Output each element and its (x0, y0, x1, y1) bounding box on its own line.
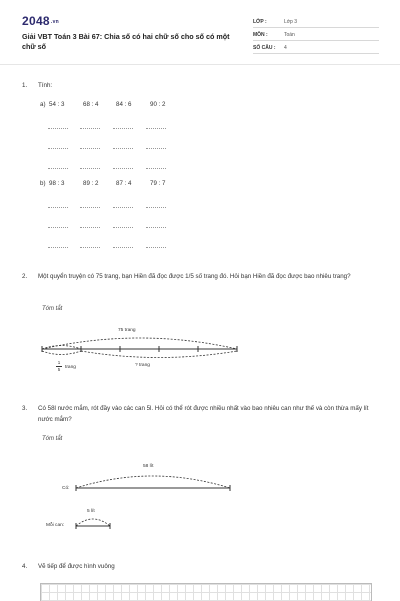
q4-text: Vẽ tiếp để được hình vuông (38, 563, 115, 570)
q2-fraction-num: 1 (57, 360, 61, 365)
q3-diagram (60, 462, 240, 532)
q3-part-label: 5 lít (87, 509, 95, 514)
answer-line[interactable] (48, 168, 68, 169)
q3-summary-label: Tóm tắt (42, 436, 63, 442)
meta-count-row (253, 42, 379, 54)
answer-line[interactable] (146, 168, 166, 169)
answer-line[interactable] (113, 148, 133, 149)
answer-line[interactable] (48, 247, 68, 248)
answer-line[interactable] (113, 247, 133, 248)
answer-line[interactable] (146, 227, 166, 228)
answer-line[interactable] (146, 128, 166, 129)
meta-subject-key: MÔN : (253, 32, 268, 38)
answer-line[interactable] (80, 128, 100, 129)
q2-text: Một quyển truyện có 75 trang, bạn Hiền đã đọc được 1/5 số trang đó. Hỏi bạn Hiền đã đọc được bao nhiêu trang? (38, 273, 351, 280)
answer-line[interactable] (146, 148, 166, 149)
q3-total-label: 58 lít (143, 464, 154, 469)
meta-class-row (253, 16, 379, 28)
q2-total-label: 75 trang (118, 328, 136, 333)
meta-count-key: SỐ CÂU : (253, 45, 276, 51)
q1-number: 1. (22, 82, 28, 89)
q2-unknown-label: ? trang (135, 363, 150, 368)
answer-line[interactable] (48, 148, 68, 149)
q1b-item-1: 98 : 3 (49, 180, 65, 187)
q2-summary-label: Tóm tắt (42, 306, 63, 312)
q1b-prefix: b) (40, 180, 46, 187)
logo-suffix: .vn (50, 18, 60, 25)
q2-fraction-den: 5 (57, 367, 61, 372)
q3-row1-label: Có: (62, 486, 70, 491)
q4-drawing-grid[interactable] (40, 583, 372, 601)
answer-line[interactable] (113, 227, 133, 228)
answer-line[interactable] (80, 227, 100, 228)
logo-text: 2048 (22, 14, 50, 28)
q1a-prefix: a) (40, 101, 46, 108)
q3-row2-label: Mỗi can: (46, 523, 65, 528)
answer-line[interactable] (48, 227, 68, 228)
q1a-item-1: 54 : 3 (49, 101, 65, 108)
q1a-item-3: 84 : 6 (116, 101, 132, 108)
answer-line[interactable] (146, 247, 166, 248)
site-logo[interactable] (22, 14, 59, 28)
answer-line[interactable] (80, 247, 100, 248)
page-title: Giải VBT Toán 3 Bài 67: Chia số có hai chữ số cho số có một chữ số (22, 32, 230, 51)
answer-line[interactable] (113, 168, 133, 169)
answer-line[interactable] (113, 128, 133, 129)
meta-subject-row (253, 29, 379, 41)
meta-subject-value: Toán (284, 32, 295, 38)
q2-part-label: trang (65, 365, 76, 370)
q1a-item-4: 90 : 2 (150, 101, 166, 108)
answer-line[interactable] (80, 168, 100, 169)
q1b-item-2: 89 : 2 (83, 180, 99, 187)
answer-line[interactable] (113, 207, 133, 208)
answer-line[interactable] (80, 148, 100, 149)
q3-number: 3. (22, 405, 28, 412)
answer-line[interactable] (146, 207, 166, 208)
q1b-item-3: 87 : 4 (116, 180, 132, 187)
meta-class-value: Lớp 3 (284, 19, 298, 25)
answer-line[interactable] (48, 207, 68, 208)
q2-diagram (30, 322, 260, 382)
q1b-item-4: 79 : 7 (150, 180, 166, 187)
q2-fraction (56, 360, 62, 372)
meta-class-key: LỚP : (253, 19, 267, 25)
q2-number: 2. (22, 273, 28, 280)
answer-line[interactable] (80, 207, 100, 208)
q1a-item-2: 68 : 4 (83, 101, 99, 108)
q1-label: Tính: (38, 82, 53, 89)
q3-text: Có 58l nước mắm, rót đầy vào các can 5l. Hỏi có thể rót được nhiều nhất vào bao nhiêu can như thế và còn thừa mấy lít nước mắm? (38, 405, 369, 423)
meta-count-value: 4 (284, 45, 287, 51)
header-divider (0, 64, 400, 65)
q4-number: 4. (22, 563, 28, 570)
answer-line[interactable] (48, 128, 68, 129)
